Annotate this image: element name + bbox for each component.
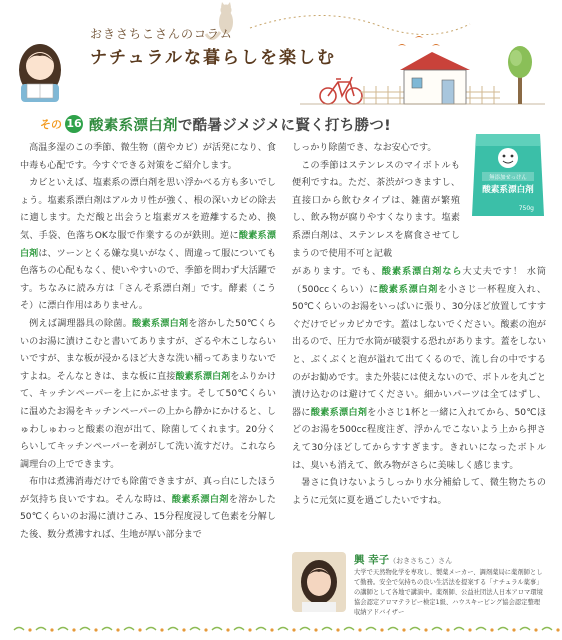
- text-run: を溶かした50℃くらいのお湯に漬けこみ、15分程度浸して色素を分解した後、数分煮沸すれば、生地が厚い部分まで: [20, 494, 276, 541]
- border-leaf: [498, 628, 508, 631]
- paragraph: [20, 316, 276, 474]
- border-dot: [468, 628, 471, 631]
- text-run: は、ツーンとくる嫌な臭いがなく、間違って服についても色落ちの心配もなく、使いやすいので、季節を問わず大活躍です。ちなみに読み方は「さんそ系漂白剤」です。酵素（こうそ）に漂白作用はありません。: [20, 248, 276, 312]
- highlight-term: 酸素系漂白剤: [171, 494, 229, 505]
- border-leaf: [58, 628, 68, 631]
- highlight-term: 酸素系漂白剤: [132, 318, 189, 329]
- border-dot: [446, 628, 449, 631]
- body-column-right: [292, 264, 546, 548]
- border-dot: [138, 628, 141, 631]
- border-leaf: [454, 628, 464, 631]
- column-subtitle: おきさちこさんのコラム: [90, 27, 233, 41]
- border-dot: [380, 628, 383, 631]
- border-leaf: [344, 628, 354, 631]
- text-run: 大丈夫です！ 水筒（500ccくらい）に: [292, 267, 546, 295]
- border-leaf: [300, 628, 310, 631]
- product-name: 酸素系漂白剤: [482, 185, 534, 195]
- border-leaf: [212, 628, 222, 631]
- paragraph: [20, 175, 276, 316]
- border-dot: [402, 628, 405, 631]
- text-run: があります。でも、: [292, 267, 382, 277]
- border-dot: [72, 628, 75, 631]
- text-run: を小さじ一杯程度入れ、50℃くらいのお湯をいっぱいに張り、30分ほど放置してすすぐだけでピッカピカです。蓋はしないでください。酸素の泡が出るので、圧力で水筒が破裂する恐れがあります。蓋をしないと、ぶくぶくと泡が溢れて出てくるので、流し台の中でするのがお勧めです。また外装には使えないので、ボトルを丸ごと漬け込むのは避けてください。細かいパーツは全てはずし、器に: [292, 284, 546, 418]
- highlight-term: 酸素系漂白剤: [379, 284, 439, 295]
- text-run: この季節はステンレスのマイボトルも便利ですね。ただ、茶渋がつきますし、直接口から飲むタイプは、雑菌が繁殖し、飲み物が腐りやすくなります。塩素系漂白剤は、ステンレスを腐食させてしまうので使用不可と記載: [292, 160, 460, 259]
- author-profile: [292, 552, 548, 622]
- border-leaf: [234, 628, 244, 631]
- paragraph: [20, 474, 276, 544]
- border-dot: [424, 628, 427, 631]
- highlight-term: 酸素系漂白剤なら: [381, 267, 463, 277]
- body-column-right-top: [292, 140, 460, 264]
- border-dot: [512, 628, 515, 631]
- bicycle-icon: [320, 77, 362, 104]
- column-title: ナチュラルな暮らしを楽しむ: [90, 48, 336, 68]
- border-leaf: [388, 628, 398, 631]
- border-leaf: [278, 628, 288, 631]
- border-leaf: [476, 628, 486, 631]
- border-dot: [534, 628, 537, 631]
- text-run: 布巾は煮沸消毒だけでも除菌できますが、真っ白にしたほうが気持ち良いですね。そんな時は、: [20, 477, 276, 505]
- border-leaf: [322, 628, 332, 631]
- border-dot: [160, 628, 163, 631]
- paragraph: [292, 140, 460, 158]
- highlight-term: 酸素系漂白剤: [20, 230, 276, 259]
- bleach-bag-icon: [468, 124, 548, 220]
- border-dot: [116, 628, 119, 631]
- highlight-term: 酸素系漂白剤: [310, 407, 368, 418]
- border-dot: [248, 628, 251, 631]
- text-run: カビといえば、塩素系の漂白剤を思い浮かべる方も多いでしょう。塩素系漂白剤はアルカリ性が強く、根の深いカビの除去に適します。ただ酸と出会うと塩素ガスを遊離するため、換気、手袋、色落ちOKな服で作業するのが鉄則。逆に: [20, 178, 276, 241]
- bird-icon: [398, 36, 440, 46]
- author-portrait-icon: [292, 552, 346, 612]
- author-bio: 大学で天然物化学を専攻し、製薬メーカー、調剤薬局に薬剤師として勤務。安全で気持ちの良い生活法を提案する「ナチュラル薬事」の講師として各地で講演中。薬剤師、公益社団法人日本アロマ環境協会認定アロマテラピー検定1級、ハウスキーピング協会認定整理収納アドバイザー: [354, 569, 543, 616]
- article-prefix: その: [40, 118, 62, 131]
- highlight-term: 酸素系漂白剤: [175, 371, 231, 382]
- border-leaf: [190, 628, 200, 631]
- text-run: 高温多湿のこの季節、微生物（菌やカビ）が活発になり、食中毒も心配です。今すぐできる対策をご紹介します。: [20, 143, 276, 171]
- text-run: しっかり除菌でき、なお安心です。: [292, 143, 437, 153]
- border-dot: [94, 628, 97, 631]
- body-column-left: [20, 140, 276, 578]
- paragraph: [292, 158, 460, 264]
- border-leaf: [168, 628, 178, 631]
- border-dot: [314, 628, 317, 631]
- paragraph: [292, 264, 546, 475]
- border-dot: [490, 628, 493, 631]
- border-leaf: [520, 628, 530, 631]
- text-run: をふりかけて、キッチンペーパーを上にかぶせます。そして50℃くらいに温めたお湯をキッチンペーパーの上から静かにかけると、しゅわしゅわっと酸素の泡が出て、除菌してくれます。20分くらいしてキッチンペーパーを剥がして洗い流すだけ。これなら調理台の上でできます。: [20, 371, 276, 470]
- border-leaf: [102, 628, 112, 631]
- product-weight: 750g: [518, 205, 534, 212]
- border-dot: [358, 628, 361, 631]
- article-title: [40, 112, 391, 136]
- border-leaf: [542, 628, 552, 631]
- border-dot: [182, 628, 185, 631]
- border-leaf: [80, 628, 90, 631]
- woman-reading-icon: [19, 44, 61, 102]
- text-run: を小さじ1杯と一緒に入れてから、50℃ほどのお湯を500cc程度注ぎ、浮かんでこないよう上から押さえて30分ほどしてからすすぎます。きれいになったボトルは、臭いも消えて、飲み物がさらに美味しく感じます。: [292, 407, 546, 471]
- text-run: 暑さに負けないようしっかり水分補給して、微生物たちのように元気に夏を過ごしたいですね。: [292, 478, 546, 506]
- border-dot: [226, 628, 229, 631]
- avatar: [292, 552, 346, 612]
- paragraph: [20, 140, 276, 175]
- tree-icon: [508, 46, 532, 104]
- bottom-border: [0, 624, 562, 636]
- border-leaf: [432, 628, 442, 631]
- border-dot: [50, 628, 53, 631]
- column-header: [0, 0, 562, 108]
- border-dot: [556, 628, 559, 631]
- border-leaf: [410, 628, 420, 631]
- border-dot: [292, 628, 295, 631]
- article-number-badge: 16: [65, 115, 83, 133]
- border-dot: [28, 628, 31, 631]
- border-dot: [204, 628, 207, 631]
- paragraph: [292, 475, 546, 510]
- border-leaf: [14, 628, 24, 631]
- article-title-rest: で酷暑ジメジメに賢く打ち勝つ!: [177, 117, 392, 134]
- border-leaf: [146, 628, 156, 631]
- text-run: 例えば調理器具の除菌。: [29, 318, 133, 329]
- product-brand: 無添加せっけん: [489, 175, 527, 181]
- border-leaf: [124, 628, 134, 631]
- border-dot: [270, 628, 273, 631]
- border-dot: [336, 628, 339, 631]
- border-leaf: [366, 628, 376, 631]
- product-image: [468, 124, 548, 220]
- author-name-line: [354, 552, 452, 567]
- author-name: 興 幸子: [354, 554, 390, 566]
- author-reading: （おきさちこ）さん: [389, 557, 453, 565]
- border-leaf: [256, 628, 266, 631]
- article-title-highlight: 酸素系漂白剤: [89, 117, 178, 134]
- text-run: を溶かした50℃くらいのお湯に漬けこむと書いてありますが、ざるや木こしならいいですが、まな板が浸かるほど大きな洗い桶ってあまりないですよね。そんなときは、まな板に直接: [20, 318, 276, 382]
- border-leaf: [36, 628, 46, 631]
